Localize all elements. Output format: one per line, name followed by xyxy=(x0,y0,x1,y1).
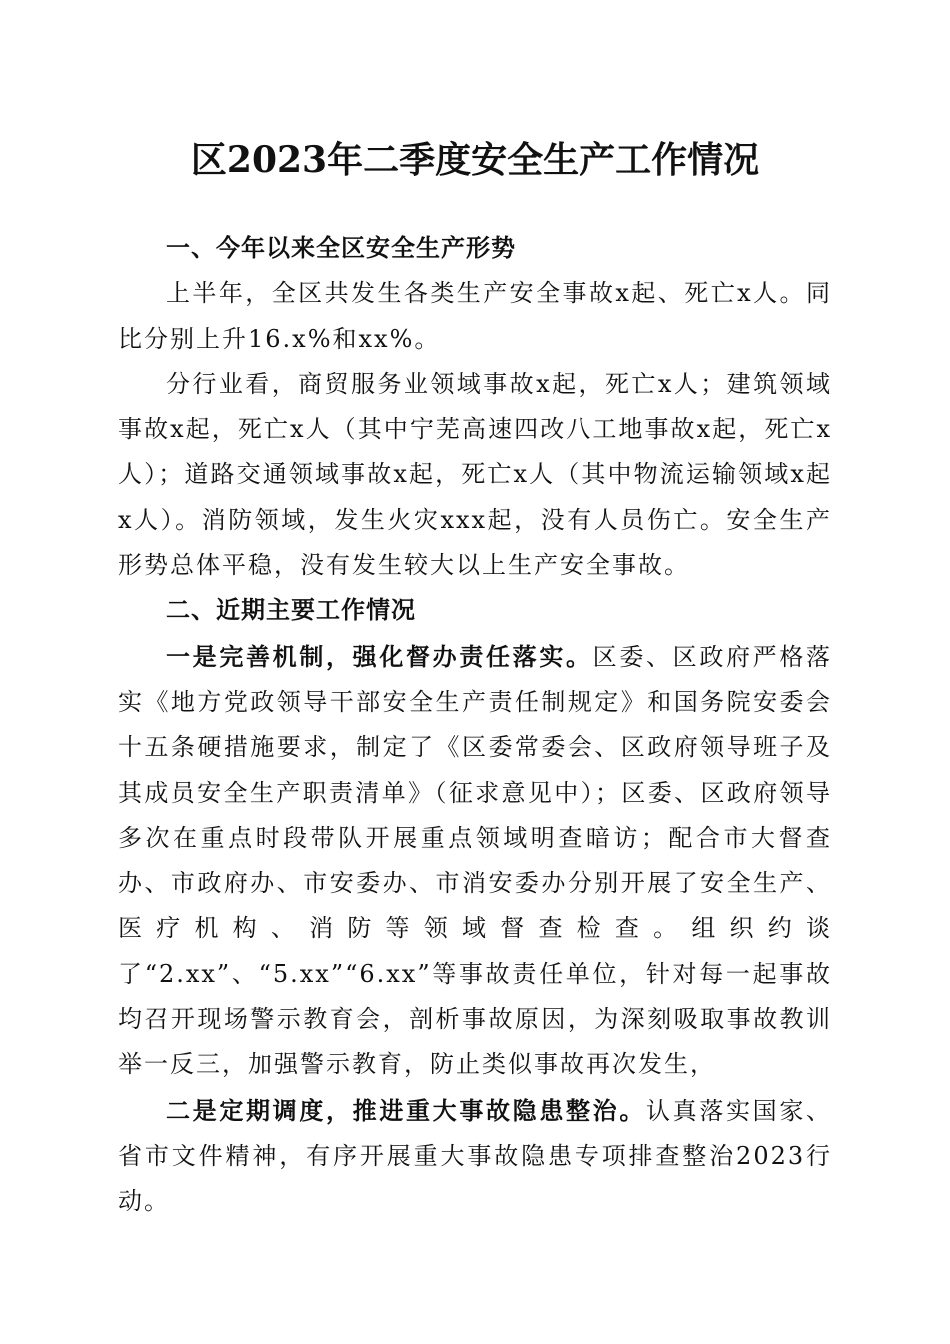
paragraph xyxy=(118,362,832,588)
paragraph-text: 上半年，全区共发生各类生产安全事故x起、死亡x人。同比分别上升16.x%和xx%。 xyxy=(118,279,832,353)
document-title: 区2023年二季度安全生产工作情况 xyxy=(190,139,760,181)
paragraph-lead: 一是完善机制，强化督办责任落实。 xyxy=(166,641,593,671)
paragraph-lead: 二是定期调度，推进重大事故隐患整治。 xyxy=(166,1095,646,1125)
paragraph xyxy=(118,634,832,1088)
paragraph-text: 认真落实国家、省市文件精神，有序开展重大事故隐患专项排查整治2023行动。 xyxy=(118,1096,832,1216)
section-work xyxy=(118,588,832,1224)
paragraph xyxy=(118,271,832,362)
paragraph xyxy=(118,1088,832,1225)
paragraph-text: 区委、区政府严格落实《地方党政领导干部安全生产责任制规定》和国务院安委会十五条硬措施要求，制定了《区委常委会、区政府领导班子及其成员安全生产职责清单》（征求意见中）；区委、区政府领导多次在重点时段带队开展重点领域明查暗访；配合市大督查办、市政府办、市安委办、市消安委办分别开展了安全生产、医疗机构、消防等领域督查检查。组织约谈了“2.xx”、“5.xx”“6.xx”等事故责任单位，针对每一起事故均召开现场警示教育会，剖析事故原因，为深刻吸取事故教训举一反三，加强警示教育，防止类似事故再次发生， xyxy=(118,642,833,1079)
section-heading: 二、近期主要工作情况 xyxy=(166,596,416,625)
paragraph-text: 分行业看，商贸服务业领域事故x起，死亡x人；建筑领域事故x起，死亡x人（其中宁芜高速四改八工地事故x起，死亡x人）；道路交通领域事故x起，死亡x人（其中物流运输领域x起x人）。消防领域，发生火灾xxx起，没有人员伤亡。安全生产形势总体平稳，没有发生较大以上生产安全事故。 xyxy=(118,369,832,580)
document-body xyxy=(118,226,832,1225)
section-heading: 一、今年以来全区安全生产形势 xyxy=(166,234,516,262)
section-situation xyxy=(118,226,832,588)
